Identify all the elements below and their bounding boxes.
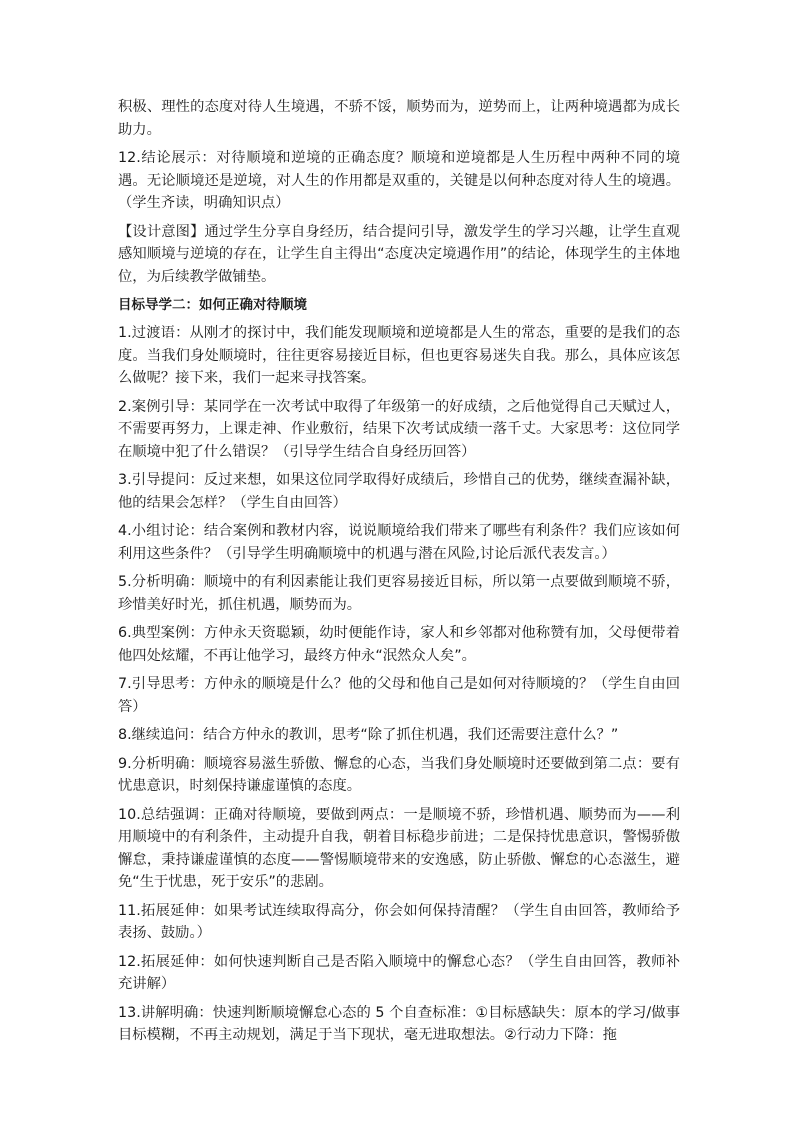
paragraph-step-2: 2.案例引导：某同学在一次考试中取得了年级第一的好成绩，之后他觉得自己天赋过人，不需要再努力，上课走神、作业敷衍，结果下次考试成绩一落千丈。大家思考：这位同学在顺境中犯了什么错误？（引导学生结合自身经历回答） — [118, 398, 680, 460]
section-heading: 目标导学二：如何正确对待顺境 — [118, 297, 307, 313]
paragraph-step-8: 8.继续追问：结合方仲永的教训，思考“除了抓住机遇，我们还需要注意什么？” — [118, 727, 619, 743]
paragraph-step-3: 3.引导提问：反过来想，如果这位同学取得好成绩后，珍惜自己的优势，继续查漏补缺，他的结果会怎样？（学生自由回答） — [118, 472, 680, 511]
paragraph-design-intent: 【设计意图】通过学生分享自身经历，结合提问引导，激发学生的学习兴趣，让学生直观感知顺境与逆境的存在，让学生自主得出“态度决定境遇作用”的结论，体现学生的主体地位，为后续教学做铺垫。 — [118, 223, 680, 285]
paragraph-continuation: 积极、理性的态度对待人生境遇，不骄不馁，顺势而为，逆势而上，让两种境遇都为成长助力。 — [118, 99, 680, 138]
paragraph-step-5: 5.分析明确：顺境中的有利因素能让我们更容易接近目标，所以第一点要做到顺境不骄，珍惜美好时光，抓住机遇，顺势而为。 — [118, 574, 680, 613]
paragraph-step-1: 1.过渡语：从刚才的探讨中，我们能发现顺境和逆境都是人生的常态，重要的是我们的态度。当我们身处顺境时，往往更容易接近目标，但也更容易迷失自我。那么，具体应该怎么做呢？接下来，我们一起来寻找答案。 — [118, 325, 680, 386]
paragraph-step-6: 6.典型案例：方仲永天资聪颖，幼时便能作诗，家人和乡邻都对他称赞有加，父母便带着他四处炫耀，不再让他学习，最终方仲永“泯然众人矣”。 — [118, 625, 680, 664]
document-body — [118, 96, 680, 1053]
paragraph-step-13: 13.讲解明确：快速判断顺境懈怠心态的 5 个自查标准：①目标感缺失：原本的学习/做事目标模糊，不再主动规划，满足于当下现状，毫无进取想法。②行动力下降：拖 — [118, 1004, 680, 1043]
paragraph-step-7: 7.引导思考：方仲永的顺境是什么？他的父母和他自己是如何对待顺境的？（学生自由回答） — [118, 676, 680, 715]
paragraph-step-10: 10.总结强调：正确对待顺境，要做到两点：一是顺境不骄，珍惜机遇、顺势而为——利用顺境中的有利条件，主动提升自我，朝着目标稳步前进；二是保持忧患意识，警惕骄傲懈怠，秉持谦虚谨慎的态度——警惕顺境带来的安逸感，防止骄傲、懈怠的心态滋生，避免“生于忧患，死于安乐”的悲剧。 — [118, 806, 680, 890]
paragraph-step-11: 11.拓展延伸：如果考试连续取得高分，你会如何保持清醒？（学生自由回答，教师给予表扬、鼓励。） — [118, 902, 680, 941]
paragraph-step-4: 4.小组讨论：结合案例和教材内容，说说顺境给我们带来了哪些有利条件？我们应该如何利用这些条件？（引导学生明确顺境中的机遇与潜在风险,讨论后派代表发言。） — [118, 523, 680, 562]
paragraph-step-12: 12.拓展延伸：如何快速判断自己是否陷入顺境中的懈怠心态？（学生自由回答，教师补充讲解） — [118, 953, 680, 992]
paragraph-step-9: 9.分析明确：顺境容易滋生骄傲、懈怠的心态，当我们身处顺境时还要做到第二点：要有忧患意识，时刻保持谦虚谨慎的态度。 — [118, 755, 680, 794]
paragraph-conclusion: 12.结论展示：对待顺境和逆境的正确态度？顺境和逆境都是人生历程中两种不同的境遇。无论顺境还是逆境，对人生的作用都是双重的，关键是以何种态度对待人生的境遇。（学生齐读，明确知识点） — [118, 150, 680, 211]
